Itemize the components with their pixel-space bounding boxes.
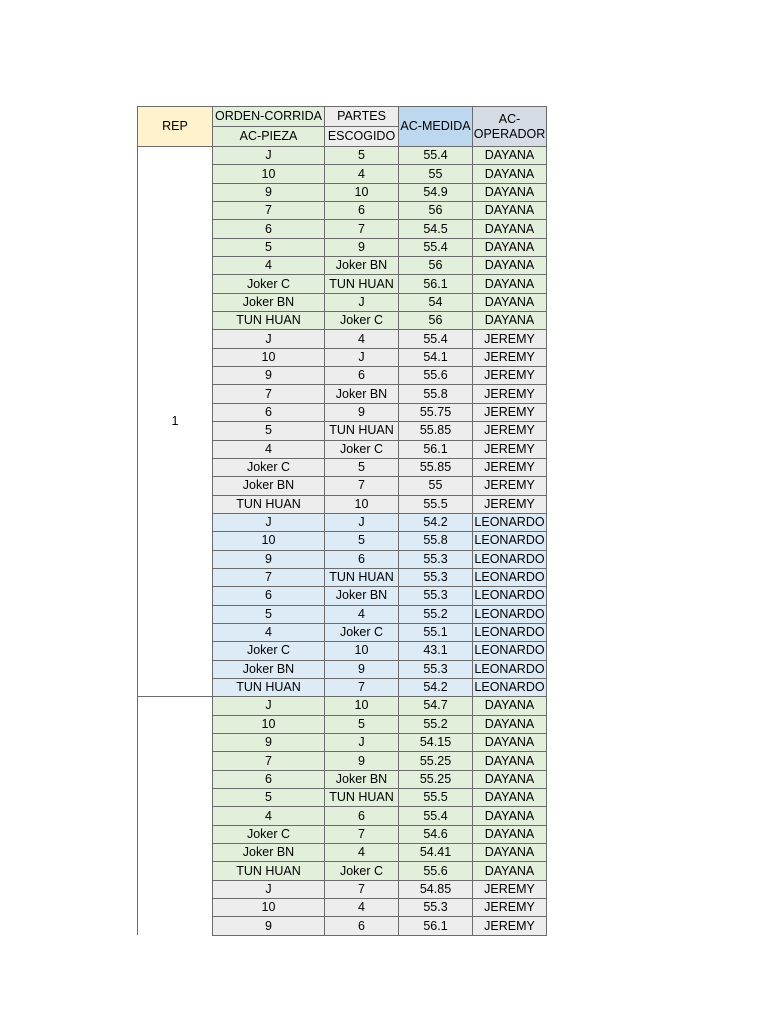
operador-cell[interactable]: JEREMY <box>473 917 547 935</box>
pieza-cell[interactable]: 10 <box>213 899 325 917</box>
pieza-cell[interactable]: 5 <box>213 789 325 807</box>
pieza-cell[interactable]: TUN HUAN <box>213 495 325 513</box>
operador-cell[interactable]: DAYANA <box>473 257 547 275</box>
medida-cell[interactable]: 55.25 <box>399 770 473 788</box>
operador-cell[interactable]: DAYANA <box>473 789 547 807</box>
operador-cell[interactable]: DAYANA <box>473 147 547 165</box>
escogido-cell[interactable]: 6 <box>325 550 399 568</box>
operador-cell[interactable]: JEREMY <box>473 367 547 385</box>
operador-cell[interactable]: DAYANA <box>473 770 547 788</box>
escogido-cell[interactable]: 10 <box>325 642 399 660</box>
escogido-cell[interactable]: 7 <box>325 477 399 495</box>
pieza-cell[interactable]: 9 <box>213 734 325 752</box>
escogido-cell[interactable]: Joker C <box>325 312 399 330</box>
medida-cell[interactable]: 56.1 <box>399 440 473 458</box>
pieza-cell[interactable]: J <box>213 147 325 165</box>
escogido-cell[interactable]: J <box>325 513 399 531</box>
medida-cell[interactable]: 55.85 <box>399 458 473 476</box>
operador-cell[interactable]: DAYANA <box>473 238 547 256</box>
operador-cell[interactable]: DAYANA <box>473 862 547 880</box>
medida-cell[interactable]: 54.5 <box>399 220 473 238</box>
operador-cell[interactable]: DAYANA <box>473 697 547 715</box>
medida-cell[interactable]: 55.5 <box>399 495 473 513</box>
escogido-cell[interactable]: 4 <box>325 165 399 183</box>
pieza-cell[interactable]: 6 <box>213 770 325 788</box>
medida-cell[interactable]: 54.6 <box>399 825 473 843</box>
escogido-cell[interactable]: 7 <box>325 220 399 238</box>
operador-cell[interactable]: DAYANA <box>473 734 547 752</box>
medida-cell[interactable]: 55.2 <box>399 715 473 733</box>
medida-cell[interactable]: 55.2 <box>399 605 473 623</box>
pieza-cell[interactable]: Joker C <box>213 275 325 293</box>
medida-cell[interactable]: 54.1 <box>399 348 473 366</box>
operador-cell[interactable]: DAYANA <box>473 312 547 330</box>
pieza-cell[interactable]: 9 <box>213 917 325 935</box>
medida-cell[interactable]: 55.5 <box>399 789 473 807</box>
medida-cell[interactable]: 55.4 <box>399 238 473 256</box>
medida-cell[interactable]: 54.41 <box>399 844 473 862</box>
header-orden-corrida[interactable]: ORDEN-CORRIDA <box>213 107 325 127</box>
medida-cell[interactable]: 55.3 <box>399 660 473 678</box>
escogido-cell[interactable]: J <box>325 293 399 311</box>
escogido-cell[interactable]: TUN HUAN <box>325 275 399 293</box>
pieza-cell[interactable]: 5 <box>213 605 325 623</box>
table-row <box>138 147 547 165</box>
pieza-cell[interactable]: 7 <box>213 752 325 770</box>
escogido-cell[interactable]: Joker C <box>325 862 399 880</box>
pieza-cell[interactable]: 4 <box>213 257 325 275</box>
escogido-cell[interactable]: 4 <box>325 605 399 623</box>
medida-cell[interactable]: 55.75 <box>399 403 473 421</box>
operador-cell[interactable]: JEREMY <box>473 403 547 421</box>
operador-cell[interactable]: DAYANA <box>473 715 547 733</box>
pieza-cell[interactable]: 10 <box>213 348 325 366</box>
pieza-cell[interactable]: 6 <box>213 220 325 238</box>
operador-cell[interactable]: JEREMY <box>473 330 547 348</box>
operador-cell[interactable]: JEREMY <box>473 495 547 513</box>
medida-cell[interactable]: 56.1 <box>399 275 473 293</box>
header-ac-pieza[interactable]: AC-PIEZA <box>213 127 325 147</box>
pieza-cell[interactable]: J <box>213 880 325 898</box>
table-row <box>138 697 547 715</box>
pieza-cell[interactable]: J <box>213 513 325 531</box>
pieza-cell[interactable]: 10 <box>213 532 325 550</box>
escogido-cell[interactable]: TUN HUAN <box>325 422 399 440</box>
medida-cell[interactable]: 55.85 <box>399 422 473 440</box>
escogido-cell[interactable]: 9 <box>325 660 399 678</box>
medida-cell[interactable]: 43.1 <box>399 642 473 660</box>
pieza-cell[interactable]: 5 <box>213 422 325 440</box>
pieza-cell[interactable]: 9 <box>213 550 325 568</box>
operador-cell[interactable]: LEONARDO <box>473 568 547 586</box>
operador-cell[interactable]: LEONARDO <box>473 642 547 660</box>
medida-cell[interactable]: 55.3 <box>399 550 473 568</box>
operador-cell[interactable]: JEREMY <box>473 422 547 440</box>
medida-cell[interactable]: 56 <box>399 202 473 220</box>
pieza-cell[interactable]: 5 <box>213 238 325 256</box>
pieza-cell[interactable]: 9 <box>213 183 325 201</box>
rep-cell[interactable] <box>138 697 213 935</box>
medida-cell[interactable]: 55.8 <box>399 385 473 403</box>
operador-cell[interactable]: DAYANA <box>473 220 547 238</box>
escogido-cell[interactable]: Joker BN <box>325 770 399 788</box>
medida-cell[interactable]: 54.7 <box>399 697 473 715</box>
pieza-cell[interactable]: J <box>213 330 325 348</box>
operador-cell[interactable]: DAYANA <box>473 165 547 183</box>
escogido-cell[interactable]: 6 <box>325 807 399 825</box>
escogido-cell[interactable]: Joker BN <box>325 587 399 605</box>
rep-cell[interactable]: 1 <box>138 147 213 697</box>
escogido-cell[interactable]: 9 <box>325 238 399 256</box>
escogido-cell[interactable]: 6 <box>325 917 399 935</box>
operador-cell[interactable]: DAYANA <box>473 293 547 311</box>
medida-cell[interactable]: 56 <box>399 257 473 275</box>
operador-cell[interactable]: JEREMY <box>473 899 547 917</box>
pieza-cell[interactable]: 7 <box>213 385 325 403</box>
medida-cell[interactable]: 55.3 <box>399 899 473 917</box>
medida-cell[interactable]: 55.4 <box>399 807 473 825</box>
pieza-cell[interactable]: TUN HUAN <box>213 312 325 330</box>
escogido-cell[interactable]: 4 <box>325 899 399 917</box>
escogido-cell[interactable]: 5 <box>325 532 399 550</box>
escogido-cell[interactable]: 10 <box>325 183 399 201</box>
operador-cell[interactable]: LEONARDO <box>473 587 547 605</box>
escogido-cell[interactable]: 5 <box>325 458 399 476</box>
pieza-cell[interactable]: J <box>213 697 325 715</box>
medida-cell[interactable]: 54.2 <box>399 678 473 696</box>
medida-cell[interactable]: 55 <box>399 477 473 495</box>
operador-cell[interactable]: JEREMY <box>473 477 547 495</box>
header-partes[interactable]: PARTES <box>325 107 399 127</box>
operador-cell[interactable]: LEONARDO <box>473 660 547 678</box>
pieza-cell[interactable]: 4 <box>213 623 325 641</box>
medida-cell[interactable]: 55.8 <box>399 532 473 550</box>
operador-cell[interactable]: DAYANA <box>473 844 547 862</box>
escogido-cell[interactable]: 4 <box>325 844 399 862</box>
operador-cell[interactable]: LEONARDO <box>473 678 547 696</box>
pieza-cell[interactable]: Joker BN <box>213 293 325 311</box>
operador-cell[interactable]: JEREMY <box>473 348 547 366</box>
operador-cell[interactable]: JEREMY <box>473 880 547 898</box>
escogido-cell[interactable]: 6 <box>325 367 399 385</box>
data-sheet-table <box>137 106 547 936</box>
escogido-cell[interactable]: TUN HUAN <box>325 789 399 807</box>
medida-cell[interactable]: 54 <box>399 293 473 311</box>
medida-cell[interactable]: 55.4 <box>399 330 473 348</box>
escogido-cell[interactable]: Joker BN <box>325 257 399 275</box>
escogido-cell[interactable]: Joker C <box>325 623 399 641</box>
pieza-cell[interactable]: 7 <box>213 202 325 220</box>
operador-cell[interactable]: LEONARDO <box>473 532 547 550</box>
pieza-cell[interactable]: 7 <box>213 568 325 586</box>
medida-cell[interactable]: 54.15 <box>399 734 473 752</box>
medida-cell[interactable]: 54.85 <box>399 880 473 898</box>
operador-cell[interactable]: JEREMY <box>473 458 547 476</box>
pieza-cell[interactable]: 9 <box>213 367 325 385</box>
medida-cell[interactable]: 55.6 <box>399 367 473 385</box>
operador-cell[interactable]: DAYANA <box>473 183 547 201</box>
operador-cell[interactable]: LEONARDO <box>473 513 547 531</box>
pieza-cell[interactable]: TUN HUAN <box>213 678 325 696</box>
escogido-cell[interactable]: J <box>325 734 399 752</box>
medida-cell[interactable]: 56.1 <box>399 917 473 935</box>
medida-cell[interactable]: 55.4 <box>399 147 473 165</box>
escogido-cell[interactable]: 9 <box>325 403 399 421</box>
operador-cell[interactable]: LEONARDO <box>473 623 547 641</box>
operador-cell[interactable]: DAYANA <box>473 275 547 293</box>
escogido-cell[interactable]: 7 <box>325 678 399 696</box>
pieza-cell[interactable]: Joker C <box>213 642 325 660</box>
pieza-cell[interactable]: 6 <box>213 403 325 421</box>
escogido-cell[interactable]: 10 <box>325 697 399 715</box>
escogido-cell[interactable]: J <box>325 348 399 366</box>
medida-cell[interactable]: 55.3 <box>399 587 473 605</box>
escogido-cell[interactable]: Joker BN <box>325 385 399 403</box>
escogido-cell[interactable]: 10 <box>325 495 399 513</box>
header-row-1 <box>138 107 547 127</box>
pieza-cell[interactable]: Joker BN <box>213 844 325 862</box>
header-ac-operador[interactable] <box>473 107 547 147</box>
escogido-cell[interactable]: Joker C <box>325 440 399 458</box>
operador-cell[interactable]: DAYANA <box>473 807 547 825</box>
medida-cell[interactable]: 54.9 <box>399 183 473 201</box>
escogido-cell[interactable]: 6 <box>325 202 399 220</box>
sheet-body <box>138 107 547 936</box>
pieza-cell[interactable]: Joker C <box>213 825 325 843</box>
escogido-cell[interactable]: 7 <box>325 825 399 843</box>
pieza-cell[interactable]: Joker BN <box>213 660 325 678</box>
pieza-cell[interactable]: 4 <box>213 807 325 825</box>
pieza-cell[interactable]: Joker BN <box>213 477 325 495</box>
medida-cell[interactable]: 55 <box>399 165 473 183</box>
header-rep[interactable]: REP <box>138 107 213 147</box>
pieza-cell[interactable]: 4 <box>213 440 325 458</box>
medida-cell[interactable]: 55.3 <box>399 568 473 586</box>
medida-cell[interactable]: 55.1 <box>399 623 473 641</box>
escogido-cell[interactable]: 5 <box>325 715 399 733</box>
escogido-cell[interactable]: 5 <box>325 147 399 165</box>
escogido-cell[interactable]: 4 <box>325 330 399 348</box>
operador-cell[interactable]: JEREMY <box>473 385 547 403</box>
pieza-cell[interactable]: Joker C <box>213 458 325 476</box>
medida-cell[interactable]: 55.6 <box>399 862 473 880</box>
header-ac-operador-label: AC-OPERADOR <box>473 111 546 141</box>
operador-cell[interactable]: DAYANA <box>473 752 547 770</box>
pieza-cell[interactable]: 10 <box>213 165 325 183</box>
header-ac-medida[interactable]: AC-MEDIDA <box>399 107 473 147</box>
operador-cell[interactable]: JEREMY <box>473 440 547 458</box>
pieza-cell[interactable]: TUN HUAN <box>213 862 325 880</box>
operador-cell[interactable]: DAYANA <box>473 825 547 843</box>
header-escogido[interactable]: ESCOGIDO <box>325 127 399 147</box>
medida-cell[interactable]: 54.2 <box>399 513 473 531</box>
operador-cell[interactable]: DAYANA <box>473 202 547 220</box>
escogido-cell[interactable]: 7 <box>325 880 399 898</box>
escogido-cell[interactable]: 9 <box>325 752 399 770</box>
pieza-cell[interactable]: 6 <box>213 587 325 605</box>
pieza-cell[interactable]: 10 <box>213 715 325 733</box>
medida-cell[interactable]: 56 <box>399 312 473 330</box>
medida-cell[interactable]: 55.25 <box>399 752 473 770</box>
operador-cell[interactable]: LEONARDO <box>473 550 547 568</box>
operador-cell[interactable]: LEONARDO <box>473 605 547 623</box>
escogido-cell[interactable]: TUN HUAN <box>325 568 399 586</box>
